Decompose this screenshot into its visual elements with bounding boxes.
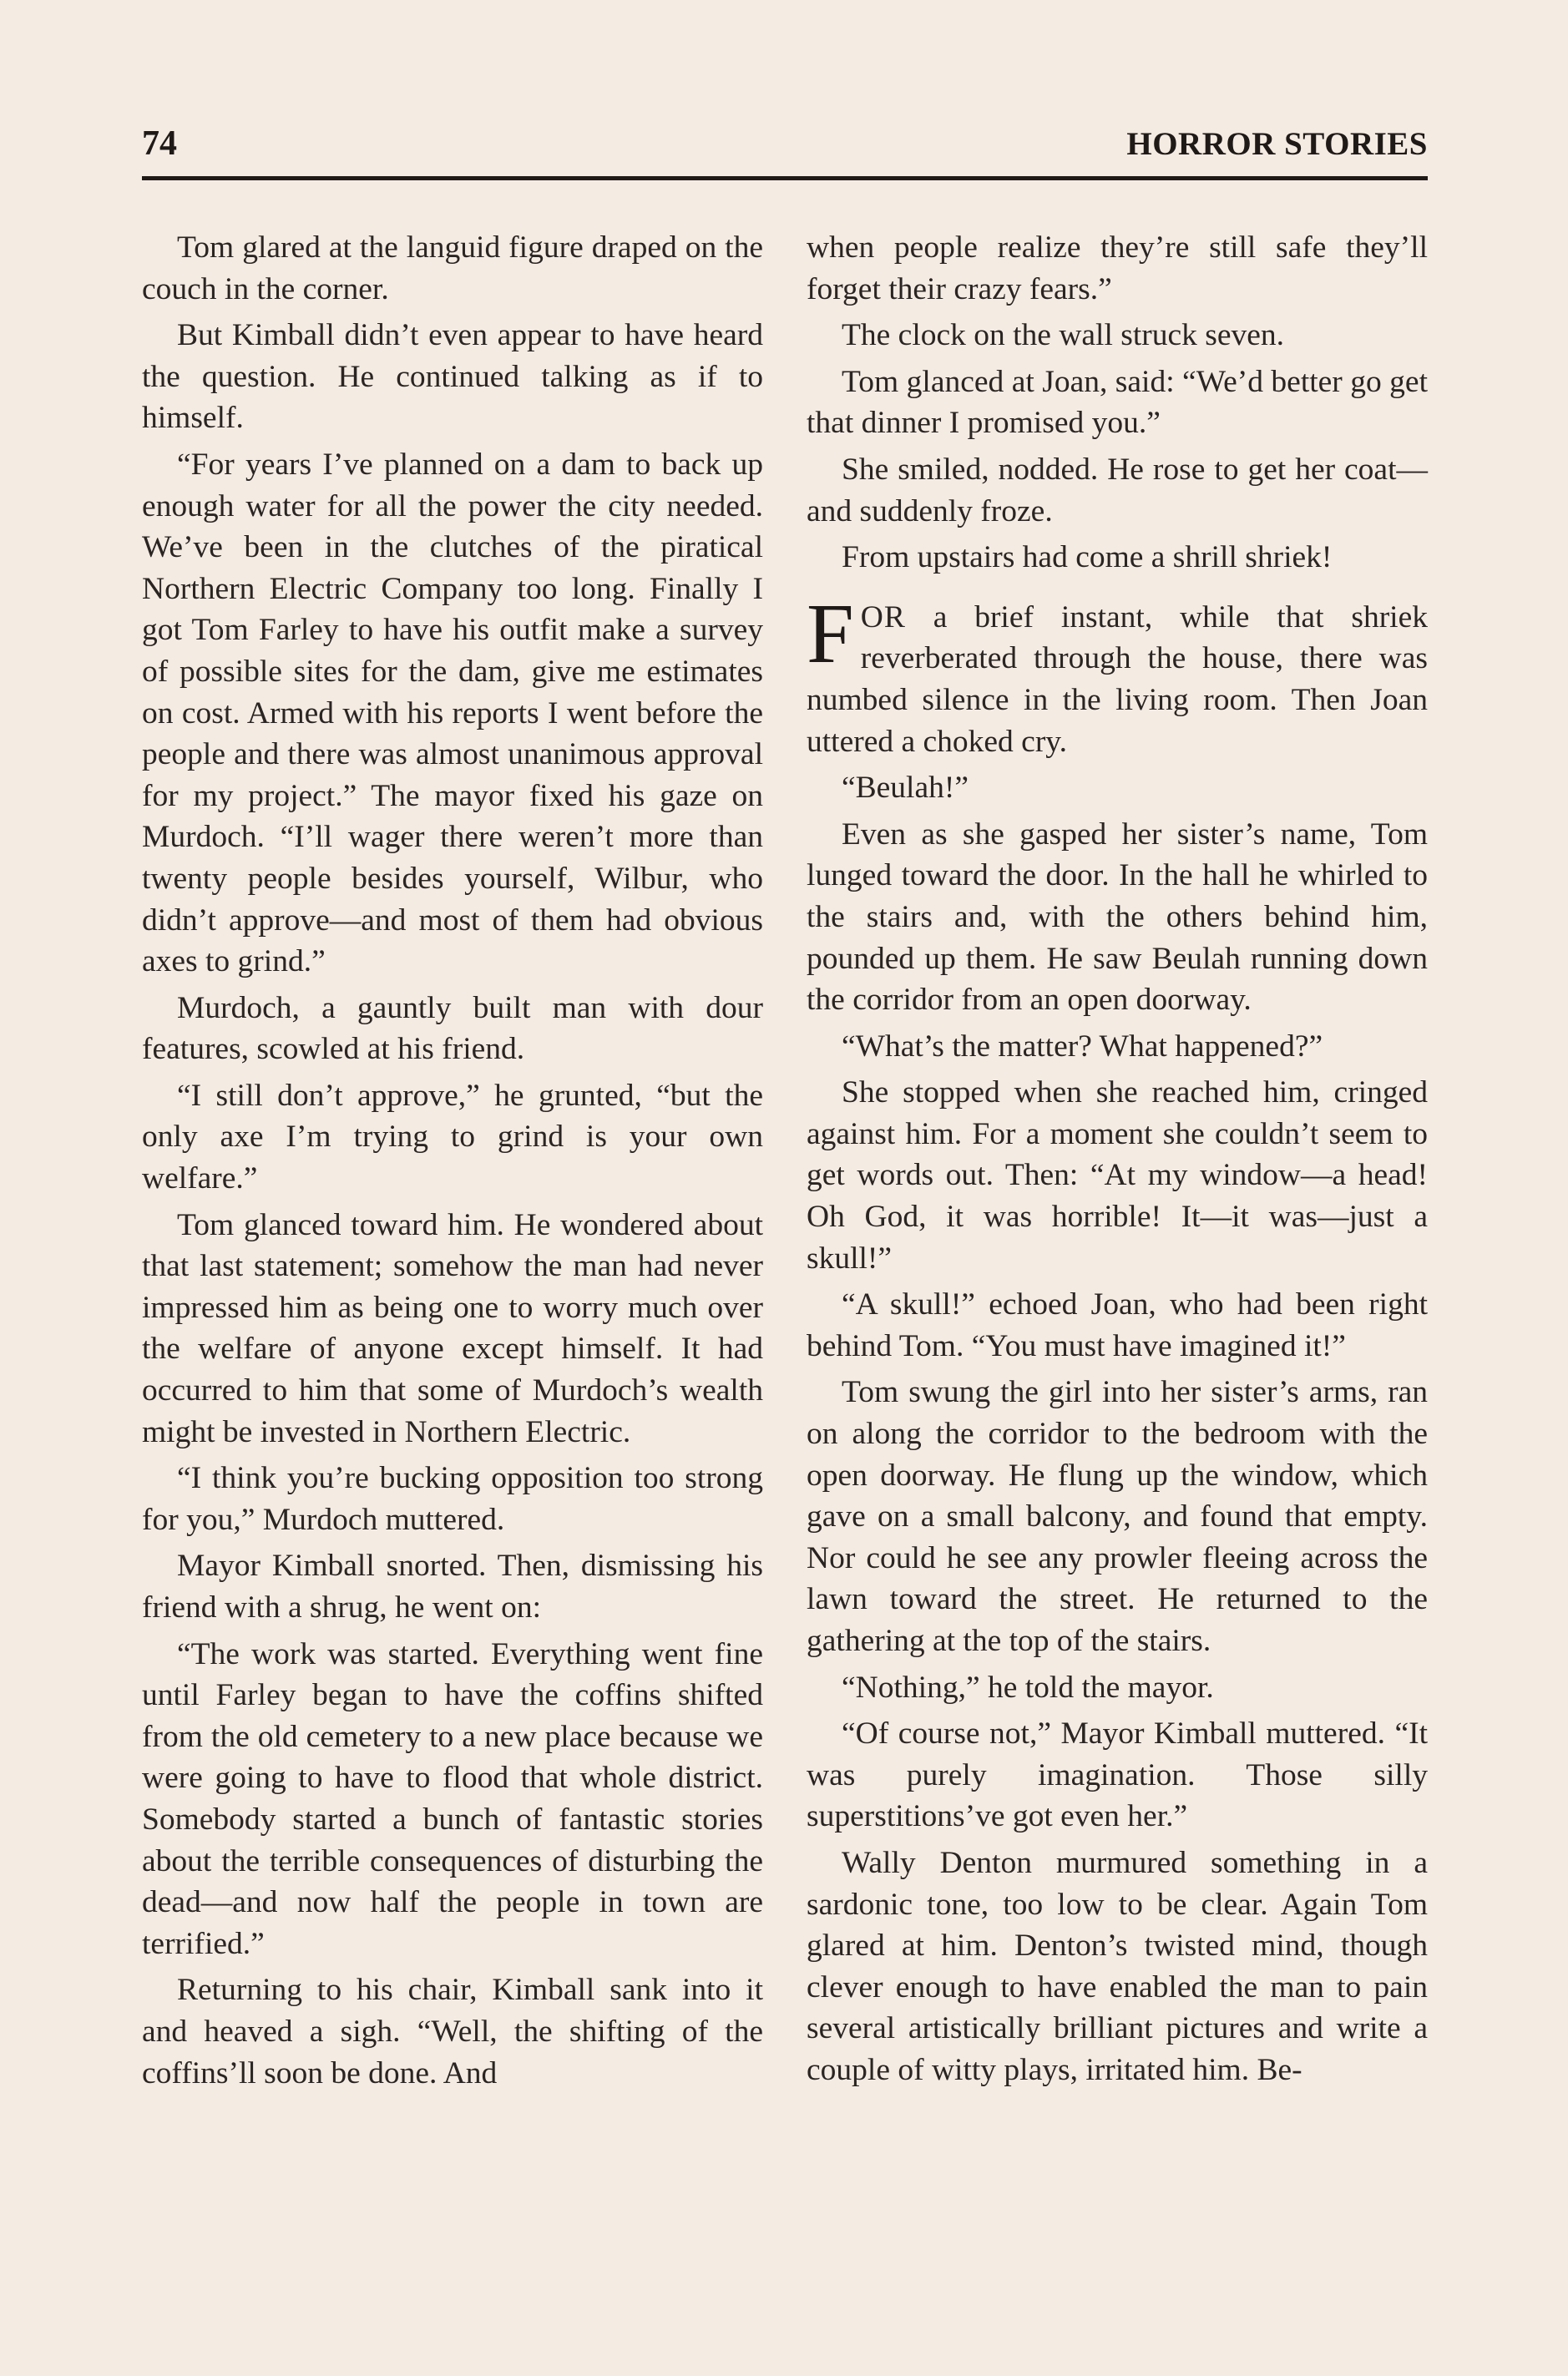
running-title: HORROR STORIES <box>1126 126 1428 162</box>
paragraph: She stopped when she reached him, cringed against him. For a moment she couldn’t seem to get words out. Then: “At my window—a head! Oh God, it was horrible! It—it was—just a skull!” <box>807 1075 1428 1276</box>
paragraph: “For years I’ve planned on a dam to back up enough water for all the power the city needed. We’ve been in the clutches of the piratical Northern Electric Company too long. Finally I got Tom Farley to have his outfit make a survey of possible sites for the dam, give me estimates on cost. Armed with his reports I went before the people and there was almost unanimous approval for my project.” The mayor fixed his gaze on Murdoch. “I’ll wager there weren’t more than twenty people besides yourself, Wilbur, who didn’t approve—and most of them had obvious axes to grind.” <box>142 447 763 979</box>
page-number: 74 <box>142 124 177 163</box>
drop-cap-paragraph <box>807 586 1428 762</box>
paragraph: Returning to his chair, Kimball sank into it and heaved a sigh. “Well, the shifting of the coffins’ll soon be done. And <box>142 1973 763 2090</box>
page-header <box>142 124 1428 175</box>
paragraph: “A skull!” echoed Joan, who had been right behind Tom. “You must have imagined it!” <box>807 1287 1428 1363</box>
paragraph: She smiled, nodded. He rose to get her coat—and suddenly froze. <box>807 452 1428 528</box>
paragraph: “I still don’t approve,” he grunted, “but the only axe I’m trying to grind is your own welfare.” <box>142 1078 763 1196</box>
paragraph: “I think you’re bucking opposition too strong for you,” Murdoch muttered. <box>142 1461 763 1537</box>
paragraph: Even as she gasped her sister’s name, Tom lunged toward the door. In the hall he whirled to the stairs and, with the others behind him, pounded up them. He saw Beulah running down the corridor from an open doorway. <box>807 816 1428 1018</box>
paragraph: Tom glared at the languid figure draped on the couch in the corner. <box>142 230 763 306</box>
paragraph: “Nothing,” he told the mayor. <box>842 1670 1214 1705</box>
right-column <box>807 227 1428 2247</box>
paragraph: “The work was started. Everything went fine until Farley began to have the coffins shifted from the old cemetery to a new place because we were going to have to flood that whole district. Somebody started a bunch of fantastic stories about the terrible consequences of disturbing the dead—and now half the people in town are terrified.” <box>142 1636 763 1961</box>
paragraph: “Beulah!” <box>842 771 969 806</box>
paragraph: Tom swung the girl into her sister’s arms, ran on along the corridor to the bedroom with the open doorway. He flung up the window, which gave on a small balcony, and found that empty. Nor could he see any prowler fleeing across the lawn toward the street. He returned to the gathering at the top of the stairs. <box>807 1375 1428 1658</box>
paragraph: “What’s the matter? What happened?” <box>842 1029 1323 1064</box>
left-column <box>142 227 763 2247</box>
paragraph: Tom glanced at Joan, said: “We’d better go get that dinner I promised you.” <box>807 364 1428 441</box>
paragraph: Wally Denton murmured something in a sardonic tone, too low to be clear. Again Tom glared at him. Denton’s twisted mind, though clever enough to have enabled the man to pain several artistically brilliant pictures and write a couple of witty plays, irritated him. Be- <box>807 1845 1428 2087</box>
drop-cap-caps: OR <box>860 599 906 634</box>
paragraph: From upstairs had come a shrill shriek! <box>842 540 1333 575</box>
paragraph: “Of course not,” Mayor Kimball muttered. “It was purely imagination. Those silly superstitions’ve got even her.” <box>807 1716 1428 1834</box>
paragraph: But Kimball didn’t even appear to have heard the question. He continued talking as if to himself. <box>142 318 763 436</box>
paragraph: Murdoch, a gauntly built man with dour features, scowled at his friend. <box>142 990 763 1067</box>
header-rule <box>142 176 1428 180</box>
drop-cap: F <box>807 586 854 681</box>
paragraph: Tom glanced toward him. He wondered about that last statement; somehow the man had never impressed him as being one to worry much over the welfare of anyone except himself. It had occurred to him that some of Murdoch’s wealth might be invested in Northern Electric. <box>142 1207 763 1449</box>
drop-cap-text: a brief instant, while that shriek reverberated through the house, there was numbed silence in the living room. Then Joan uttered a choked cry. <box>807 599 1428 759</box>
paragraph: The clock on the wall struck seven. <box>842 318 1285 353</box>
paragraph: Mayor Kimball snorted. Then, dismissing his friend with a shrug, he went on: <box>142 1549 763 1625</box>
paragraph: when people realize they’re still safe they’ll forget their crazy fears.” <box>807 230 1428 306</box>
